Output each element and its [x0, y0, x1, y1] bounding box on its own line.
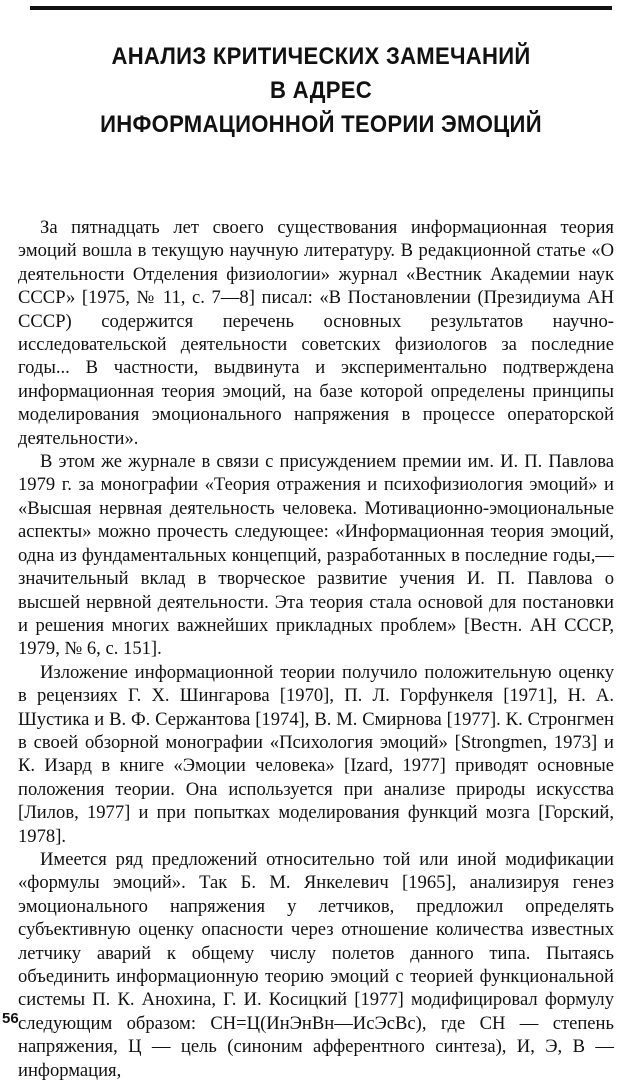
top-rule [30, 6, 612, 10]
chapter-title-line-3: ИНФОРМАЦИОННОЙ ТЕОРИИ ЭМОЦИЙ [100, 111, 542, 138]
paragraph-3: Изложение информационной теории получило положительную оценку в рецензиях Г. Х. Шингарова [1970], П. Л. Горфункеля [1971], Н. А. Шустика и В. Ф. Сержантова [1974], В. М. Смирнова [1977]. К. Стронгмен в своей обзорной монографии «Психология эмоций» [Strongmen, 1973] и К. Изард в книге «Эмоции человека» [Izard, 1977] приводят основные положения теории. Она используется при анализе природы искусства [Лилов, 1977] и при попытках моделирования функций мозга [Горский, 1978]. [18, 661, 614, 847]
chapter-title-line-1: АНАЛИЗ КРИТИЧЕСКИХ ЗАМЕЧАНИЙ [111, 43, 531, 70]
paragraph-1: За пятнадцать лет своего существования информационная теория эмоций вошла в текущую научную литературу. В редакционной статье «О деятельности Отделения физиологии» журнал «Вестник Академии наук СССР» [1975, № 11, с. 7—8] писал: «В Постановлении (Президиума АН СССР) содержится перечень основных результатов научно-исследовательской деятельности советских физиологов за последние годы... В частности, выдвинута и экспериментально подтверждена информационная теория эмоций, на базе которой определены принципы моделирования эмоционального напряжения в процессе операторской деятельности». [18, 217, 614, 449]
chapter-title [53, 40, 588, 142]
chapter-title-line-2: В АДРЕС [270, 77, 372, 104]
paragraph-2: В этом же журнале в связи с присуждением премии им. И. П. Павлова 1979 г. за монографии «Теория отражения и психофизиология эмоций» и «Высшая нервная деятельность человека. Мотивационно-эмоциональные аспекты» можно прочесть следующее: «Информационная теория эмоций, одна из фундаментальных концепций, разработанных в последние годы,— значительный вклад в творческое развитие учения И. П. Павлова о высшей нервной деятельности. Эта теория стала основой для постановки и решения многих важнейших прикладных проблем» [Вестн. АН СССР, 1979, № 6, с. 151]. [18, 451, 614, 660]
paragraph-4: Имеется ряд предложений относительно той или иной модификации «формулы эмоций». Так Б. М. Янкелевич [1965], анализируя генез эмоционального напряжения у летчиков, предложил определять субъективную оценку опасности через отношение количества известных летчику аварий к общему числу полетов данного типа. Пытаясь объединить информационную теорию эмоций с теорией функциональной системы П. К. Анохина, Г. И. Косицкий [1977] модифицировал формулу следующим образом: СН=Ц(ИнЭнВн—ИсЭсВс), где СН — степень напряжения, Ц — цель (синоним афферентного синтеза), И, Э, В — информация, [18, 848, 614, 1081]
body-text [18, 216, 614, 1082]
page-number: 56 [2, 1010, 19, 1027]
